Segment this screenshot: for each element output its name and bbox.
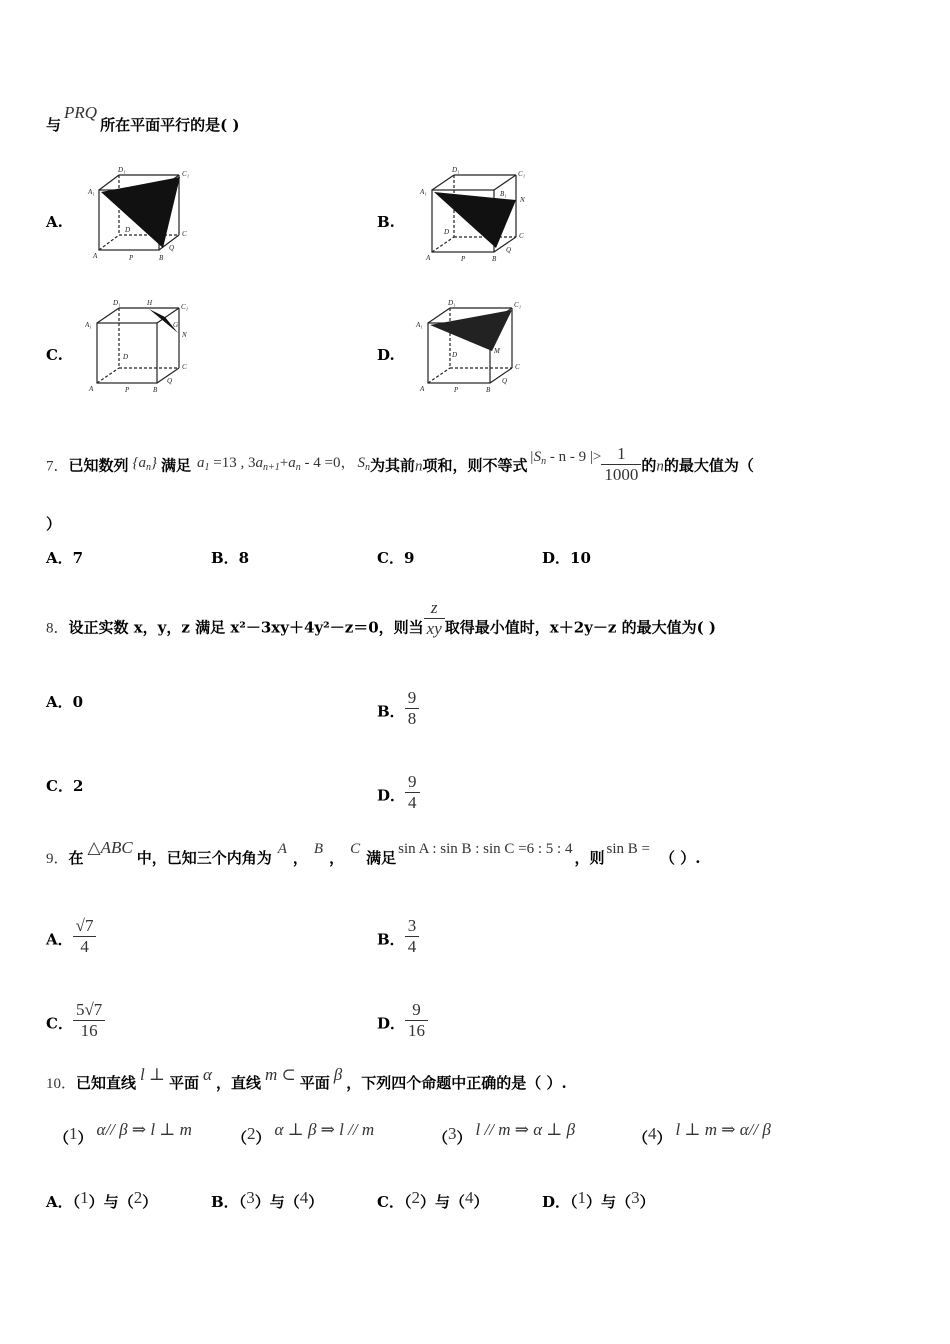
svg-text:D: D xyxy=(123,353,129,361)
label-b: B xyxy=(159,254,164,262)
svg-text:P: P xyxy=(125,386,130,394)
q8-option-d[interactable]: D． $\frac{9}{4}$ xyxy=(377,776,420,817)
label-d1: D₁ xyxy=(118,166,126,174)
q8-option-a[interactable]: A．0 xyxy=(46,693,84,711)
q7-stem: 7．已知数列 $\{a_n\}$ 满足 $a_1 =13$ , $3a_{n+1}+a_n - 4 =0$， $S_n$为其前n项和，则不等式 $|S_n$ - n - 9 |> $\frac{1}{1000}$ 的n的最大值为（ xyxy=(46,444,754,484)
q7-option-c[interactable]: C．9 xyxy=(377,549,415,567)
svg-text:B₁: B₁ xyxy=(500,190,507,198)
svg-text:A₁: A₁ xyxy=(420,188,427,196)
svg-text:C₁: C₁ xyxy=(181,303,189,311)
q6-option-d-label[interactable]: D. xyxy=(377,346,395,364)
svg-text:C₁: C₁ xyxy=(518,170,526,178)
svg-text:A: A xyxy=(420,385,425,393)
q6-option-b-label[interactable]: B. xyxy=(377,213,395,231)
svg-text:Q: Q xyxy=(502,377,508,385)
label-a1: A₁ xyxy=(88,188,95,196)
svg-text:A: A xyxy=(89,385,94,393)
q10-prop-3: （3） l // m ⇒ α ⊥ β xyxy=(433,1120,576,1147)
svg-text:B: B xyxy=(486,386,491,394)
svg-text:G: G xyxy=(173,321,179,329)
q7-option-b[interactable]: B．8 xyxy=(211,549,250,567)
q9-option-c[interactable]: C． $\frac{5√7}{16}$ xyxy=(46,1004,105,1045)
svg-text:P: P xyxy=(461,255,466,262)
svg-text:A₁: A₁ xyxy=(416,321,423,329)
label-c: C xyxy=(182,230,187,238)
svg-text:C: C xyxy=(182,363,187,371)
q10-stem: 10．已知直线 l ⊥ 平面 α ，直线 m ⊂ 平面 β ，下列四个命题中正确的是（ ）. xyxy=(46,1065,567,1092)
svg-text:B: B xyxy=(153,386,158,394)
q9-option-d[interactable]: D． $\frac{9}{16}$ xyxy=(377,1004,428,1045)
q8-stem: 8．设正实数 x，y，z 满足 x²－3xy＋4y²－z＝0，则当 $\frac{z}{xy}$ 取得最小值时，x＋2y－z 的最大值为( ) xyxy=(46,598,717,638)
q10-prop-2: （2） α ⊥ β ⇒ l // m xyxy=(232,1120,375,1147)
q9-stem: 9．在△ABC中，已知三个内角为 A ， B ， C 满足 sin A : sin B : sin C =6 : 5 : 4 ，则 sin B = （ ）. xyxy=(46,838,701,867)
q8-option-c[interactable]: C．2 xyxy=(46,777,84,795)
q10-prop-4: （4） l ⊥ m ⇒ α// β xyxy=(633,1120,771,1147)
label-d: D xyxy=(125,226,131,234)
svg-text:N: N xyxy=(182,331,187,339)
cube-figure-d xyxy=(412,295,532,395)
q10-option-d[interactable]: D．（1）与（3） xyxy=(542,1188,655,1211)
svg-text:D: D xyxy=(452,351,458,359)
svg-text:Q: Q xyxy=(506,246,512,254)
q9-option-b[interactable]: B． $\frac{3}{4}$ xyxy=(377,920,419,961)
label-c1: C₁ xyxy=(182,170,190,178)
label-q: Q xyxy=(169,244,175,252)
q6-option-a-label[interactable]: A. xyxy=(46,213,63,231)
svg-text:A: A xyxy=(426,254,431,262)
q10-prop-1: （1） α// β ⇒ l ⊥ m xyxy=(54,1120,192,1147)
svg-text:N: N xyxy=(520,196,525,204)
svg-text:C₁: C₁ xyxy=(514,301,522,309)
svg-text:P: P xyxy=(454,386,459,394)
label-p: P xyxy=(129,254,134,262)
cube-figure-b xyxy=(416,162,536,262)
svg-text:C: C xyxy=(519,232,524,240)
svg-text:Q: Q xyxy=(167,377,173,385)
label-a: A xyxy=(93,252,98,260)
q9-option-a[interactable]: A． $\frac{√7}{4}$ xyxy=(46,920,96,961)
svg-text:C: C xyxy=(515,363,520,371)
svg-text:M: M xyxy=(494,347,500,355)
svg-text:B: B xyxy=(492,255,497,262)
q10-option-c[interactable]: C．（2）与（4） xyxy=(377,1188,489,1211)
q10-option-b[interactable]: B．（3）与（4） xyxy=(211,1188,324,1211)
svg-text:D₁: D₁ xyxy=(448,299,456,307)
svg-text:A₁: A₁ xyxy=(85,321,92,329)
q8-option-b[interactable]: B． $\frac{9}{8}$ xyxy=(377,692,419,733)
q7-option-d[interactable]: D．10 xyxy=(542,549,591,567)
q6-stem: 与PRQ所在平面平行的是( ) xyxy=(46,103,240,134)
cube-figure-c xyxy=(85,295,195,395)
cube-figure-a xyxy=(85,162,195,262)
svg-text:D₁: D₁ xyxy=(452,166,460,174)
svg-text:D₁: D₁ xyxy=(113,299,121,307)
q7-close-paren: ） xyxy=(46,515,62,533)
q6-option-c-label[interactable]: C. xyxy=(46,346,63,364)
svg-text:H: H xyxy=(147,299,153,307)
svg-text:D: D xyxy=(444,228,450,236)
q7-option-a[interactable]: A．7 xyxy=(46,549,84,567)
q10-option-a[interactable]: A．（1）与（2） xyxy=(46,1188,158,1211)
